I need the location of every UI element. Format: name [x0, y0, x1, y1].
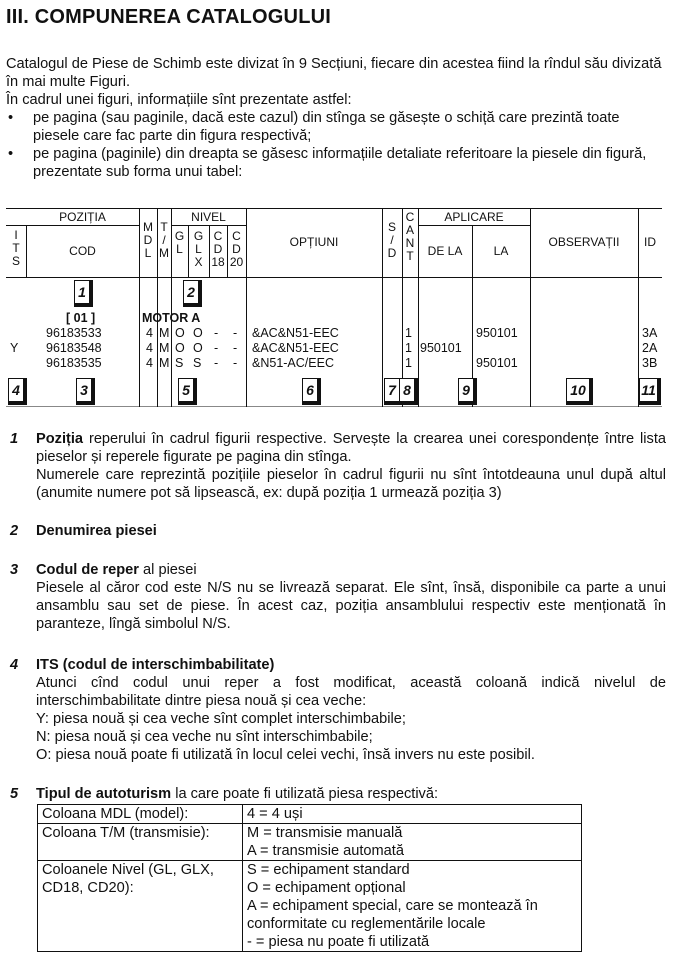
header-cant: C A N T [405, 210, 415, 263]
marker-9: 9 [458, 378, 477, 405]
table-row: Coloana MDL (model): 4 = 4 uși [38, 805, 582, 824]
note-3: 3 Codul de reper al piesei Piesele al căror cod este N/S nu se livrează separat. Ele sînt, însă, disponibile ca parte a unui ansamblu sau set de piese. În acest caz, poziția ansamblului respectiv este menționată în paranteze, lîngă simbolul N/S. [10, 562, 666, 632]
header-de-la: DE LA [427, 244, 463, 258]
marker-2: 2 [183, 280, 202, 307]
bullet-item: • pe pagina (sau paginile, dacă este cazul) din stînga se găsește o schiță care prezintă toate piesele care fac parte din figura respectivă; [8, 110, 620, 144]
header-cod: COD [69, 244, 96, 258]
header-glx: G L X [193, 229, 204, 269]
intro-paragraph-2: În cadrul unei figuri, informațiile sînt prezentate astfel: [6, 92, 352, 108]
intro-paragraph: Catalogul de Piese de Schimb este divizat în 9 Secțiuni, fiecare din acestea fiind la rîndul său divizată în mai multe Figuri. [6, 56, 662, 90]
vehicle-type-table [37, 804, 582, 952]
header-aplicare: APLICARE [444, 210, 504, 224]
marker-6: 6 [302, 378, 321, 405]
table-row: Coloanele Nivel (GL, GLX, CD18, CD20): S = echipament standard O = echipament opțional A = echipament special, care se montează în conformitate cu reglementările locale - = piesa nu poate fi utilizată [38, 861, 582, 952]
note-4: 4 ITS (codul de interschimbabilitate) Atunci cînd codul unui reper a fost modificat, această coloană indică nivelul de interschimbabilitate dintre piesa nouă și cea veche: Y: piesa nouă și cea veche sînt complet interschimbabile; N: piesa nouă și cea veche nu sînt interschimbabile; O: piesa nouă poate fi utilizată în locul celei vechi, însă invers nu este posibil. [10, 657, 666, 763]
header-its: I T S [11, 228, 20, 268]
group-code: [ 01 ] [66, 311, 96, 325]
marker-7: 7 [384, 378, 403, 405]
header-optiuni: OPȚIUNI [289, 235, 339, 249]
header-sd: S / D [387, 220, 397, 260]
note-5: 5 Tipul de autoturism la care poate fi utilizată piesa respectivă: [10, 786, 439, 802]
marker-10: 10 [566, 378, 593, 405]
marker-8: 8 [399, 378, 418, 405]
bullet-item: • pe pagina (paginile) din dreapta se găsesc informațiile detaliate referitoare la piesele din figură, prezentate sub forma unui tabel: [8, 146, 647, 180]
group-name: MOTOR A [142, 311, 201, 325]
note-1: 1 Poziția reperului în cadrul figurii respective. Servește la crearea unei corespondențe între lista pieselor și reperele figurate pe pagina din stînga. Numerele care reprezintă pozițiile pieselor în cadrul figurii nu sînt întotdeauna unul după altul (anumite numere pot să lipsească, ex: după poziția 1 urmează poziția 3) [10, 431, 666, 501]
marker-11: 11 [639, 378, 661, 405]
note-2: 2 Denumirea piesei [10, 523, 157, 539]
header-pozitia: POZIȚIA [59, 210, 106, 224]
marker-5: 5 [178, 378, 197, 405]
page-title: III. COMPUNEREA CATALOGULUI [6, 6, 332, 28]
header-id: ID [644, 235, 656, 249]
legend-table: POZIȚIA I T S COD M D L T / M NIVEL G L G L X C D 18 C D 20 OPȚIUNI S / D C A N T APLICARE DE LA LA OBSERVAȚII ID 1 2 [ 01 ] MOTOR A 96183533 4 M O O - - &AC&N51-EEC 1 950101 3A Y 96183548 4 M O O - - &AC&N51-EEC 1 950101 2A 96183535 4 M S S - - &N51-AC/EEC 1 950101 3B 4 3 5 6 7 8 9 10 11 [6, 208, 662, 407]
header-observatii: OBSERVAȚII [548, 235, 620, 249]
header-mdl: M D L [143, 220, 153, 260]
marker-1: 1 [74, 280, 93, 307]
header-cd20: C D 20 [229, 229, 244, 269]
table-row: Coloana T/M (transmisie): M = transmisie manuală A = transmisie automată [38, 824, 582, 861]
header-gl: G L [174, 229, 185, 256]
marker-3: 3 [76, 378, 95, 405]
marker-4: 4 [8, 378, 27, 405]
header-cd18: C D 18 [211, 229, 225, 269]
header-la: LA [493, 244, 509, 258]
header-nivel: NIVEL [191, 210, 226, 224]
intro-section [6, 55, 666, 181]
header-tm: T / M [159, 220, 169, 260]
